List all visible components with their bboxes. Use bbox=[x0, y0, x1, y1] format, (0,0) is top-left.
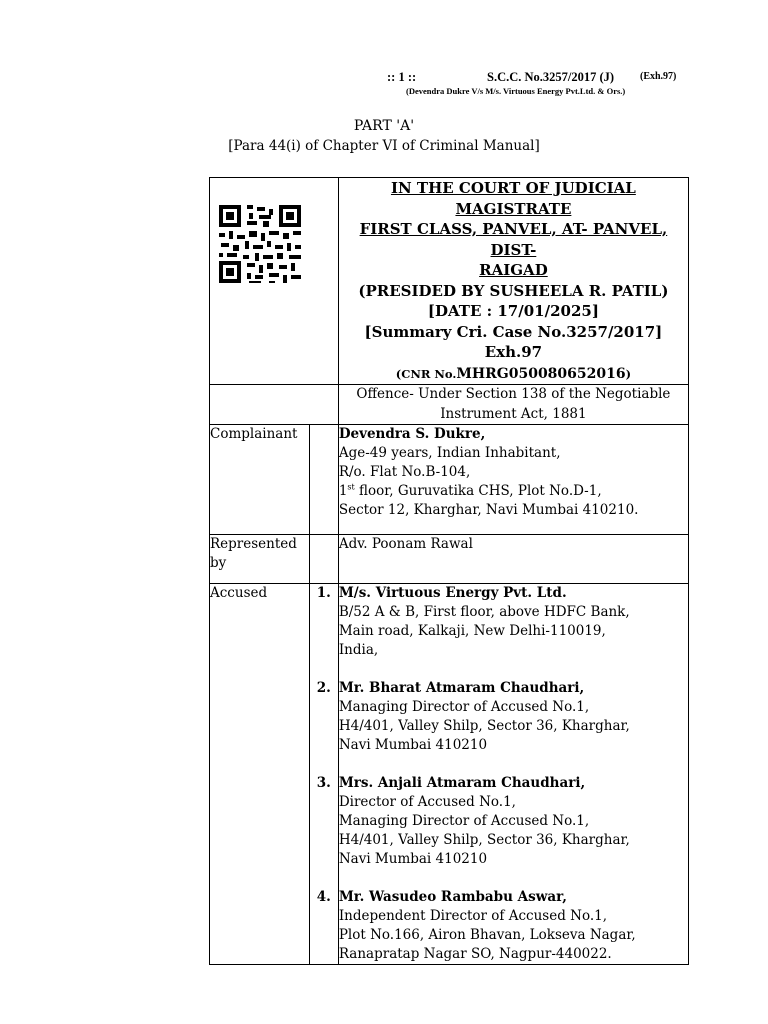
court-line-3: RAIGAD bbox=[479, 261, 548, 279]
complainant-num-cell bbox=[309, 425, 338, 535]
offence-spacer bbox=[210, 385, 339, 425]
accused-4: Mr. Wasudeo Rambabu Aswar, Independent Director of Accused No.1, Plot No.166, Airon Bhavan, Lokseva Nagar, Ranapratap Nagar SO, Nagpur-440022. bbox=[338, 889, 636, 962]
complainant-name: Devendra S. Dukre, bbox=[338, 426, 486, 442]
accused-3: Mrs. Anjali Atmaram Chaudhari, Director of Accused No.1, Managing Director of Accused No.1, H4/401, Valley Shilp, Sector 36, Kharghar, Navi Mumbai 410210 bbox=[338, 775, 630, 867]
complainant-age: Age-49 years, Indian Inhabitant, bbox=[338, 445, 561, 461]
part-title: PART 'A' bbox=[353, 118, 415, 134]
case-number: S.C.C. No.3257/2017 (J) bbox=[487, 70, 615, 84]
represented-value: Adv. Poonam Rawal bbox=[338, 535, 688, 584]
complainant-address-3: Sector 12, Kharghar, Navi Mumbai 410210. bbox=[338, 502, 639, 518]
represented-row bbox=[210, 535, 689, 584]
court-line-2: FIRST CLASS, PANVEL, AT- PANVEL, DIST- bbox=[359, 220, 668, 259]
reference-line: [Para 44(i) of Chapter VI of Criminal Manual] bbox=[228, 138, 540, 154]
complainant-address-1: R/o. Flat No.B-104, bbox=[338, 464, 471, 480]
court-row bbox=[210, 178, 689, 385]
offence-text: Offence- Under Section 138 of the Negotiable Instrument Act, 1881 bbox=[338, 385, 688, 425]
judgment-date: [DATE : 17/01/2025] bbox=[427, 302, 599, 320]
complainant-row bbox=[210, 425, 689, 535]
court-exhibit: Exh.97 bbox=[484, 343, 543, 361]
page-number: :: 1 :: bbox=[387, 70, 417, 84]
exhibit-number: (Exh.97) bbox=[640, 71, 677, 82]
accused-1: M/s. Virtuous Energy Pvt. Ltd. B/52 A & B, First floor, above HDFC Bank, Main road, Kalkaji, New Delhi-110019, India, bbox=[338, 585, 630, 658]
qr-code-icon bbox=[219, 205, 301, 285]
complainant-label: Complainant bbox=[210, 425, 310, 535]
accused-details bbox=[338, 584, 688, 965]
court-line-1: IN THE COURT OF JUDICIAL MAGISTRATE bbox=[390, 179, 636, 218]
represented-label: Represented by bbox=[210, 535, 310, 584]
qr-cell bbox=[210, 178, 339, 385]
parties-line: (Devendra Dukre V/s M/s. Virtuous Energy Pvt.Ltd. & Ors.) bbox=[406, 86, 626, 96]
cnr-number: (CNR No.MHRG050080652016) bbox=[395, 365, 632, 382]
offence-row bbox=[210, 385, 689, 425]
accused-label: Accused bbox=[210, 584, 310, 965]
complainant-details bbox=[338, 425, 688, 535]
case-details-table bbox=[209, 177, 689, 965]
accused-row bbox=[210, 584, 689, 965]
accused-numbers: 1. 2. 3. 4. bbox=[309, 584, 338, 965]
presided-by: (PRESIDED BY SUSHEELA R. PATIL) bbox=[358, 281, 669, 300]
summary-case-number: [Summary Cri. Case No.3257/2017] bbox=[364, 322, 663, 341]
represented-num-cell bbox=[309, 535, 338, 584]
accused-2: Mr. Bharat Atmaram Chaudhari, Managing Director of Accused No.1, H4/401, Valley Shilp, Sector 36, Kharghar, Navi Mumbai 410210 bbox=[338, 680, 630, 753]
complainant-address-2: 1st floor, Guruvatika CHS, Plot No.D-1, bbox=[338, 482, 602, 499]
court-heading bbox=[338, 178, 688, 385]
